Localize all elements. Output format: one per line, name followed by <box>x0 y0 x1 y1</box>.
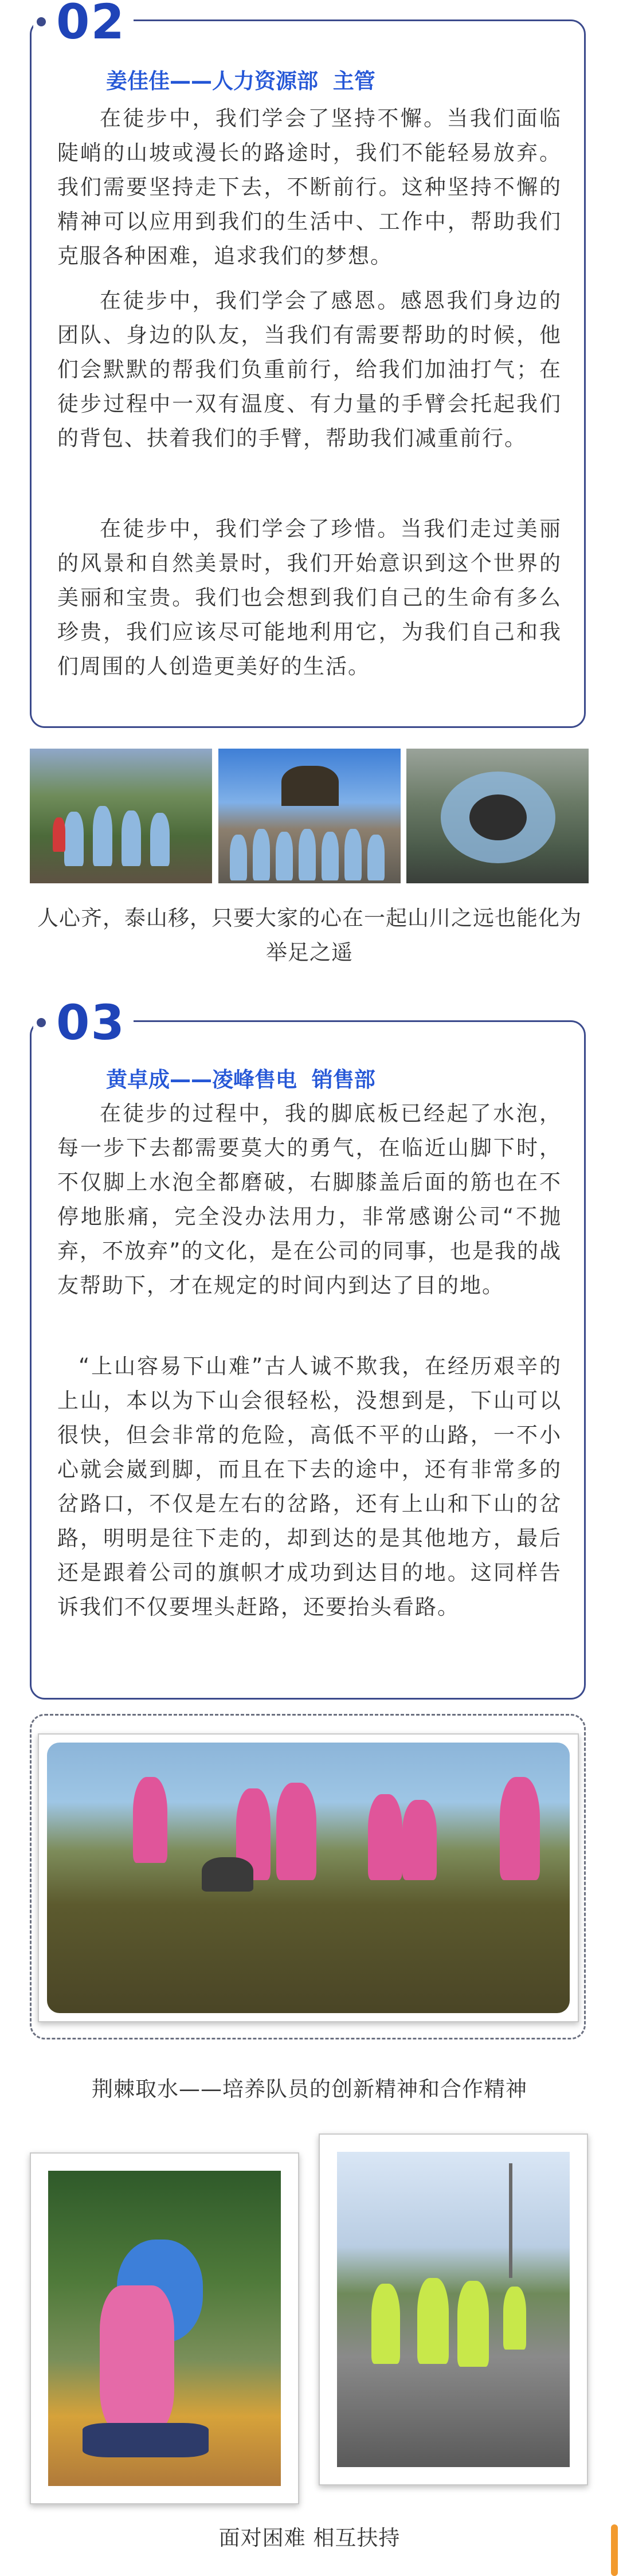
game-photo-caption: 荆棘取水——培养队员的创新精神和合作精神 <box>92 2077 527 2101</box>
section-02-paragraph-2: 在徒步中，我们学会了感恩。感恩我们身边的团队、身边的队友，当我们有需要帮助的时候，他们会默默的帮我们负重前行，给我们加油打气；在徒步过程中一双有温度、有力量的手臂会托起我们的背包、扶着我们的手臂，帮助我们减重前行。 <box>57 288 562 451</box>
scroll-accent-tab <box>611 2524 618 2576</box>
section-02-paragraph-1: 在徒步中，我们学会了坚持不懈。当我们面临陡峭的山坡或漫长的路途时，我们不能轻易放弃。我们需要坚持走下去，不断前行。这种坚持不懈的精神可以应用到我们的生活中、工作中，帮助我们克服各种困难，追求我们的梦想。 <box>57 106 562 268</box>
badge-dot-icon <box>37 17 46 26</box>
section-02-badge <box>33 0 134 50</box>
section-02-paragraph-3: 在徒步中，我们学会了珍惜。当我们走过美丽的风景和自然美景时，我们开始意识到这个世界的美丽和宝贵。我们也会想到我们自己的生命有多么珍贵，我们应该尽可能地利用它，为我们自己和我们周围的人创造更美好的生活。 <box>57 516 562 679</box>
hiking-group-photo-3 <box>406 749 589 883</box>
section-02-card <box>30 19 586 728</box>
section-03-card <box>30 1020 586 1700</box>
hiking-group-photo-1 <box>30 749 212 883</box>
mutual-support-caption: 面对困难 相互扶持 <box>218 2526 401 2550</box>
section-03-paragraph-1: 在徒步的过程中，我的脚底板已经起了水泡，每一步下去都需要莫大的勇气，在临近山脚下时，不仅脚上水泡全都磨破，右脚膝盖后面的筋也在不停地胀痛，完全没办法用力，非常感谢公司“不抛弃，不放弃”的文化，是在公司的同事，也是我的战友帮助下，才在规定的时间内到达了目的地。 <box>57 1101 562 1298</box>
section-02-heading: 姜佳佳——人力资源部 主管 <box>106 69 375 93</box>
section-03-number: 03 <box>56 995 126 1051</box>
game-photo-frame <box>38 1733 579 2022</box>
section-02-number: 02 <box>56 0 126 50</box>
section-02-photo-caption: 人心齐，泰山移，只要大家的心在一起山川之远也能化为举足之遥 <box>37 906 582 965</box>
badge-dot-icon <box>37 1018 46 1027</box>
hiking-group-photo-2 <box>218 749 401 883</box>
section-03-paragraph-2: “上山容易下山难”古人诚不欺我，在经历艰辛的上山，本以为下山会很轻松，没想到是，下山可以很快，但会非常的危险，高低不平的山路，一不小心就会崴到脚，而且在下去的途中，还有非常多的岔路口，不仅是左右的岔路，还有上山和下山的岔路，明明是往下走的，却到达的是其他地方，最后还是跟着公司的旗帜才成功到达目的地。这同样告诉我们不仅要埋头赶路，还要抬头看路。 <box>57 1354 562 1619</box>
walk-photo-frame <box>319 2133 588 2485</box>
section-03-badge <box>33 995 134 1051</box>
carry-photo-frame <box>30 2152 299 2504</box>
support-walk-photo <box>337 2152 570 2467</box>
piggyback-photo <box>48 2171 281 2486</box>
thorn-water-game-photo <box>47 1743 570 2013</box>
section-03-heading: 黄卓成——凌峰售电 销售部 <box>106 1067 375 1092</box>
